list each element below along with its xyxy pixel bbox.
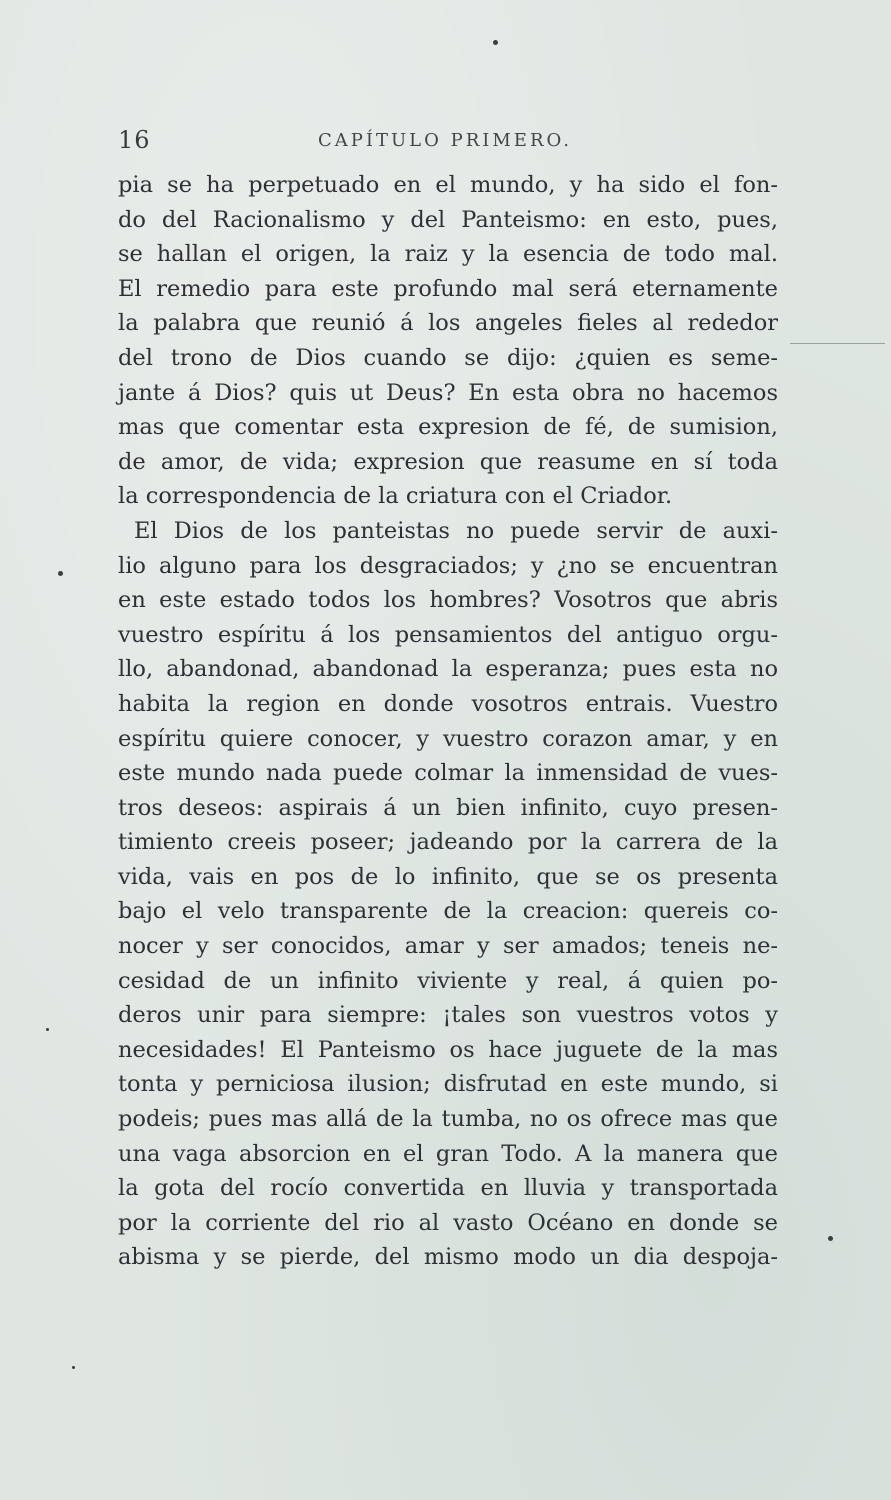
ink-speck xyxy=(828,1236,833,1241)
text-line: podeis; pues mas allá de la tumba, no os ofrece mas que xyxy=(118,1106,778,1133)
text-line: la correspondencia de la criatura con el Criador. xyxy=(118,483,673,510)
text-line: necesidades! El Panteismo os hace juguete de la mas xyxy=(118,1036,778,1063)
text-line: tros deseos: aspirais á un bien infinito, cuyo presen- xyxy=(118,794,778,821)
text-line: El Dios de los panteistas no puede servir de auxi- xyxy=(134,517,778,544)
text-line: una vaga absorcion en el gran Todo. A la manera que xyxy=(118,1140,778,1167)
text-line: de amor, de vida; expresion que reasume en sí toda xyxy=(118,448,778,475)
text-line: la palabra que reunió á los angeles fieles al rededor xyxy=(118,310,778,337)
running-head: CAPÍTULO PRIMERO. xyxy=(318,130,572,151)
text-line: vida, vais en pos de lo infinito, que se os presenta xyxy=(118,863,778,890)
margin-rule xyxy=(790,343,885,344)
text-line: tonta y perniciosa ilusion; disfrutad en este mundo, si xyxy=(118,1071,778,1098)
text-line: jante á Dios? quis ut Deus? En esta obra no hacemos xyxy=(118,379,778,406)
text-line: abisma y se pierde, del mismo modo un dia despoja- xyxy=(118,1244,778,1271)
text-line: llo, abandonad, abandonad la esperanza; pues esta no xyxy=(118,656,778,683)
ink-speck xyxy=(72,1366,75,1369)
text-line: bajo el velo transparente de la creacion: quereis co- xyxy=(118,898,778,925)
text-line: del trono de Dios cuando se dijo: ¿quien es seme- xyxy=(118,344,778,371)
ink-speck xyxy=(46,1028,49,1031)
text-line: por la corriente del rio al vasto Océano en donde se xyxy=(118,1209,778,1236)
text-line: mas que comentar esta expresion de fé, de sumision, xyxy=(118,414,778,441)
text-line: timiento creeis poseer; jadeando por la carrera de la xyxy=(118,829,778,856)
page-header xyxy=(118,126,778,156)
paragraph-2 xyxy=(118,514,778,1275)
ink-speck xyxy=(493,40,498,45)
text-line: do del Racionalismo y del Panteismo: en esto, pues, xyxy=(118,206,778,233)
text-line: lio alguno para los desgraciados; y ¿no se encuentran xyxy=(118,552,778,579)
text-line: la gota del rocío convertida en lluvia y transportada xyxy=(118,1175,778,1202)
text-line: vuestro espíritu á los pensamientos del antiguo orgu- xyxy=(118,621,778,648)
text-line: habita la region en donde vosotros entrais. Vuestro xyxy=(118,690,778,717)
text-line: cesidad de un infinito viviente y real, á quien po- xyxy=(118,967,778,994)
text-line: este mundo nada puede colmar la inmensidad de vues- xyxy=(118,760,778,787)
body-text xyxy=(118,168,778,1275)
text-line: nocer y ser conocidos, amar y ser amados; teneis ne- xyxy=(118,933,778,960)
text-line: se hallan el origen, la raiz y la esencia de todo mal. xyxy=(118,241,778,268)
text-line: en este estado todos los hombres? Vosotros que abris xyxy=(118,587,778,614)
ink-speck xyxy=(58,571,63,576)
text-line: espíritu quiere conocer, y vuestro corazon amar, y en xyxy=(118,725,778,752)
paragraph-1 xyxy=(118,168,778,514)
page-number: 16 xyxy=(118,126,151,154)
text-line: pia se ha perpetuado en el mundo, y ha sido el fon- xyxy=(118,172,778,198)
text-line: deros unir para siempre: ¡tales son vuestros votos y xyxy=(118,1002,778,1029)
text-line: El remedio para este profundo mal será eternamente xyxy=(118,275,778,302)
